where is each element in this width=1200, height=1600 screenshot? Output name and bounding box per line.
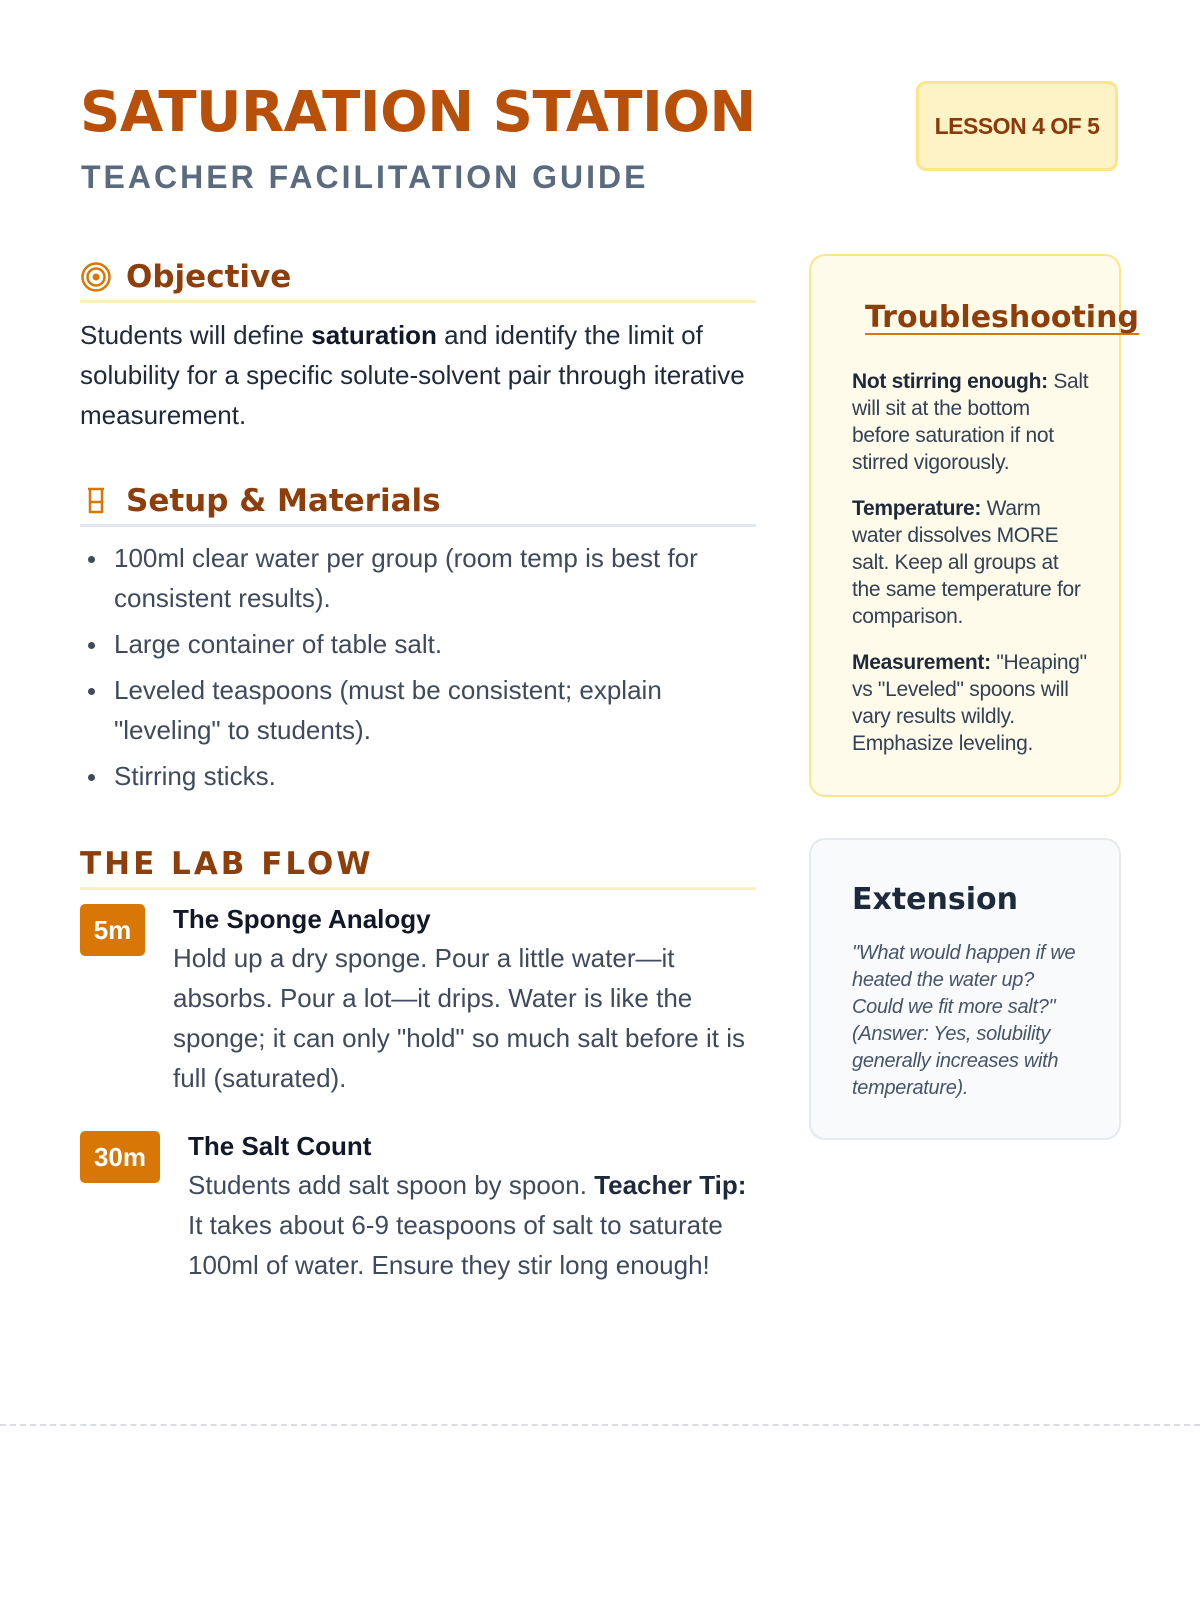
step-content <box>173 904 745 1098</box>
setup-heading-label: Setup & Materials <box>126 482 441 519</box>
page-subtitle: TEACHER FACILITATION GUIDE <box>81 159 649 195</box>
objective-heading <box>80 253 756 303</box>
step-description: Students add salt spoon by spoon. Teacher Tip: It takes about 6-9 teaspoons of salt to saturate 100ml of water. Ensure they stir long enough! <box>188 1170 747 1280</box>
step-title: The Salt Count <box>188 1131 372 1161</box>
lesson-badge: LESSON 4 OF 5 <box>916 81 1118 171</box>
objective-heading-label: Objective <box>126 258 292 295</box>
step-description: Hold up a dry sponge. Pour a little water—it absorbs. Pour a lot—it drips. Water is like the sponge; it can only "hold" so much salt before it is full (saturated). <box>173 943 745 1093</box>
list-item: 100ml clear water per group (room temp is best for consistent results). <box>80 538 760 618</box>
time-badge: 5m <box>80 904 145 956</box>
list-item: Stirring sticks. <box>80 756 760 796</box>
objective-text: Students will define saturation and identify the limit of solubility for a specific solute-solvent pair through iterative measurement. <box>80 320 745 430</box>
troubleshooting-item: Temperature: Warm water dissolves MORE salt. Keep all groups at the same temperature for comparison. <box>852 497 1081 628</box>
step-content <box>188 1131 760 1285</box>
troubleshooting-heading: Troubleshooting <box>865 300 1139 335</box>
step-title: The Sponge Analogy <box>173 904 431 934</box>
saturation-term: saturation <box>311 320 437 350</box>
setup-heading <box>80 477 756 527</box>
target-icon <box>80 261 112 293</box>
troubleshooting-card <box>809 254 1139 797</box>
extension-card <box>809 838 1121 1140</box>
lab-flow-heading: THE LAB FLOW <box>80 840 756 890</box>
cut-line-divider <box>0 1424 1200 1426</box>
page-title: SATURATION STATION <box>80 80 756 145</box>
extension-text: "What would happen if we heated the water up? Could we fit more salt?" (Answer: Yes, solubility generally increases with temperature). <box>852 942 1076 1099</box>
extension-heading: Extension <box>852 882 1018 917</box>
list-item: Leveled teaspoons (must be consistent; explain "leveling" to students). <box>80 670 760 750</box>
time-badge: 30m <box>80 1131 160 1183</box>
troubleshooting-list <box>852 368 1092 776</box>
teacher-tip-label: Teacher Tip: <box>594 1170 747 1200</box>
troubleshooting-item: Not stirring enough: Salt will sit at the bottom before saturation if not stirred vigorously. <box>852 370 1089 474</box>
beaker-icon <box>80 485 112 517</box>
materials-list <box>80 538 760 802</box>
troubleshooting-item: Measurement: "Heaping" vs "Leveled" spoons will vary results wildly. Emphasize leveling. <box>852 651 1087 755</box>
list-item: Large container of table salt. <box>80 624 760 664</box>
